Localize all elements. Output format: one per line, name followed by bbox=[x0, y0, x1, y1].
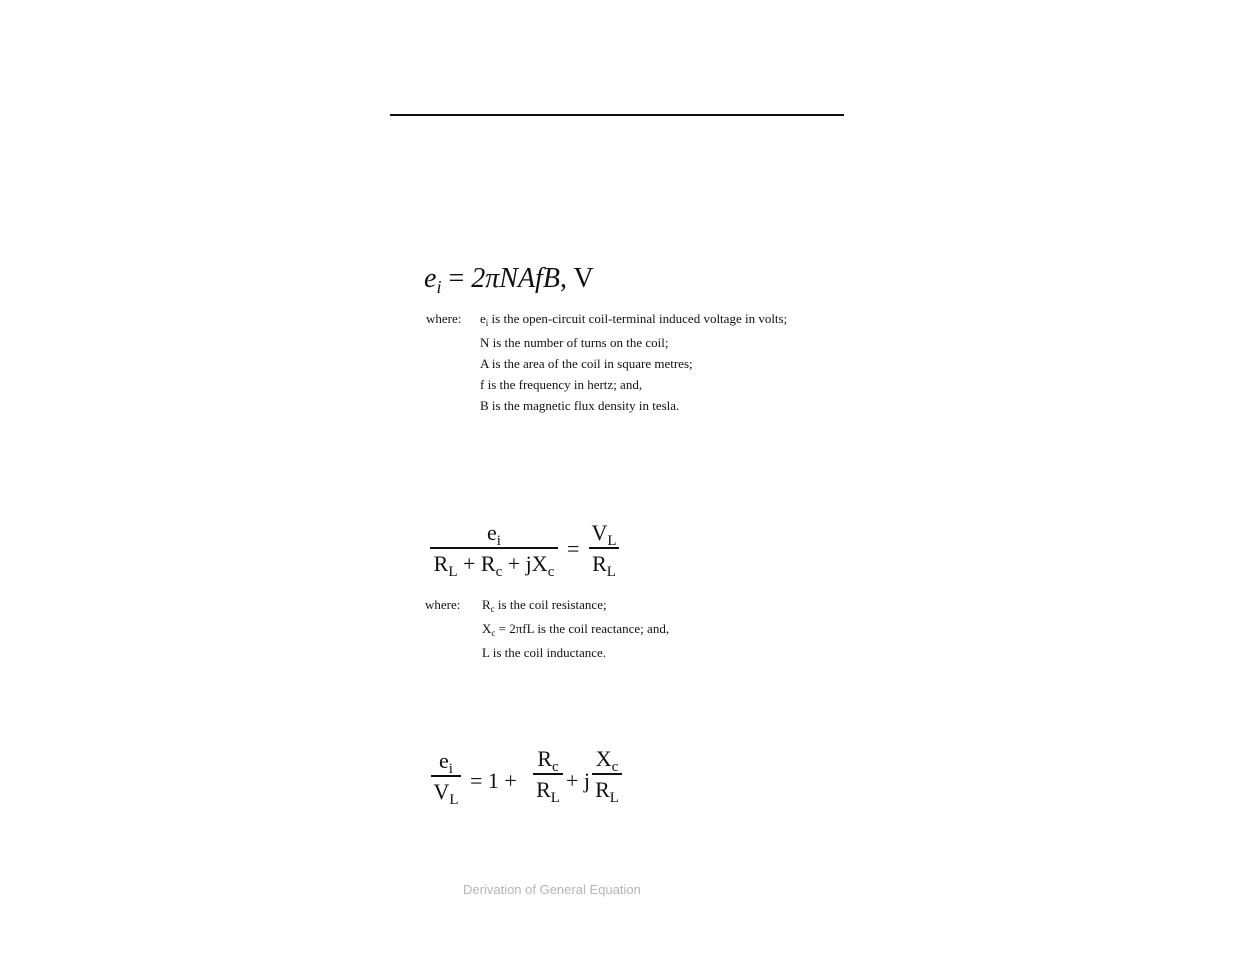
eq3-f1-den-l: L bbox=[550, 790, 560, 806]
eq1-symbol-e: e bbox=[424, 263, 437, 294]
eq3-f1-numerator bbox=[533, 746, 563, 775]
def-ei-subscript: i bbox=[485, 318, 489, 328]
eq2-equals: = bbox=[567, 536, 580, 561]
eq2-fraction-bar bbox=[430, 547, 558, 549]
definition-a: A is the area of the coil in square metres; bbox=[480, 356, 693, 371]
eq3-lhs-v: V bbox=[433, 779, 450, 804]
eq1-unit: , V bbox=[559, 263, 594, 294]
eq3-f1-den-r: R bbox=[536, 777, 551, 802]
eq2-rhs-numerator bbox=[589, 520, 619, 549]
def-rc-text: is the coil resistance; bbox=[494, 597, 607, 612]
equation-induced-voltage bbox=[424, 262, 594, 296]
definition-ei bbox=[480, 308, 787, 332]
eq3-f1-denominator bbox=[533, 777, 563, 806]
eq2-den-c1: c bbox=[495, 564, 503, 580]
eq3-f2-den-r: R bbox=[595, 777, 610, 802]
eq2-den-plus-rc: + R bbox=[457, 551, 496, 576]
eq2-den-l: L bbox=[448, 564, 458, 580]
eq2-den-plus-jxc: + jX bbox=[502, 551, 548, 576]
eq3-lhs-numerator bbox=[431, 748, 461, 777]
eq3-lhs-i: i bbox=[448, 761, 453, 777]
definition-f: f is the frequency in hertz; and, bbox=[480, 377, 643, 392]
eq2-num-e: e bbox=[487, 520, 497, 545]
figure-caption: Derivation of General Equation bbox=[463, 882, 641, 897]
definition-b: B is the magnetic flux density in tesla. bbox=[480, 398, 680, 413]
eq1-equals: = bbox=[441, 263, 472, 294]
eq3-lhs-e: e bbox=[439, 748, 449, 773]
where-label-2: where: bbox=[425, 597, 461, 612]
eq3-lhs-denominator bbox=[431, 779, 461, 808]
eq3-f2-denominator bbox=[592, 777, 622, 806]
equation3-lhs-fraction bbox=[431, 748, 461, 808]
def-ei-symbol: e bbox=[480, 311, 486, 326]
definition-n: N is the number of turns on the coil; bbox=[480, 335, 669, 350]
eq2-den-r: R bbox=[433, 551, 449, 576]
equation3-fraction-rc-rl bbox=[533, 746, 563, 806]
def-rc-symbol: R bbox=[482, 597, 491, 612]
eq1-subscript-i: i bbox=[436, 277, 442, 297]
eq3-f1-r: R bbox=[537, 746, 552, 771]
definition-l: L is the coil inductance. bbox=[482, 645, 607, 660]
def-rc-subscript: c bbox=[490, 604, 495, 614]
def-xc-symbol: X bbox=[482, 621, 492, 636]
def-ei-text: is the open-circuit coil-terminal induced voltage in volts; bbox=[488, 311, 788, 326]
eq2-rhs-denominator bbox=[589, 551, 619, 580]
eq1-expression: 2πNAfB bbox=[471, 263, 560, 294]
def-xc-subscript: c bbox=[491, 628, 496, 638]
equation2-lhs-fraction bbox=[430, 520, 558, 580]
def-xc-text: = 2πfL is the coil reactance; and, bbox=[495, 621, 670, 636]
eq3-lhs-bar bbox=[431, 775, 461, 777]
eq3-lhs-l: L bbox=[449, 792, 459, 808]
equation2-rhs-fraction bbox=[589, 520, 619, 580]
eq3-f2-x: X bbox=[595, 746, 612, 771]
eq2-denominator bbox=[430, 551, 558, 580]
header-rule bbox=[390, 114, 844, 116]
eq2-numerator bbox=[430, 520, 558, 549]
eq3-f2-c: c bbox=[611, 759, 619, 775]
equation3-fraction-xc-rl bbox=[592, 746, 622, 806]
eq2-rhs-rl: L bbox=[606, 564, 616, 580]
eq2-num-i: i bbox=[496, 533, 501, 549]
eq2-den-c2: c bbox=[547, 564, 555, 580]
eq3-f2-den-l: L bbox=[609, 790, 619, 806]
where-label-1: where: bbox=[426, 311, 462, 326]
eq3-f1-c: c bbox=[552, 759, 559, 775]
definition-xc bbox=[482, 618, 669, 642]
definition-rc bbox=[482, 594, 669, 618]
eq3-f2-numerator bbox=[592, 746, 622, 775]
eq3-equals-one-plus: = 1 + bbox=[470, 768, 517, 793]
eq2-rhs-r: R bbox=[592, 551, 607, 576]
eq2-rhs-vl: L bbox=[607, 533, 617, 549]
eq2-rhs-v: V bbox=[591, 520, 608, 545]
eq3-plus-j: + j bbox=[566, 768, 591, 793]
